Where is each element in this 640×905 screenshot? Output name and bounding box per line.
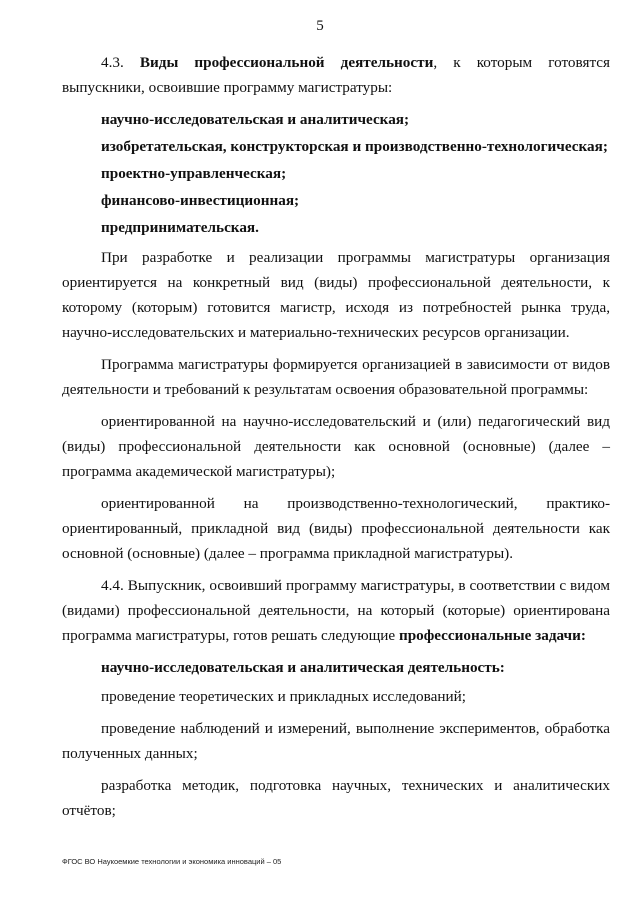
document-body bbox=[62, 50, 610, 825]
list-item: научно-исследовательская и аналитическая; bbox=[101, 111, 410, 128]
task-item: разработка методик, подготовка научных, технических и аналитических отчётов; bbox=[62, 777, 610, 819]
list-item: предпринимательская. bbox=[101, 219, 259, 236]
task-item: проведение теоретических и прикладных исследований; bbox=[101, 688, 466, 705]
list-item: проектно-управленческая; bbox=[101, 165, 287, 182]
section-4-4-intro bbox=[62, 573, 610, 650]
page-number: 5 bbox=[316, 18, 324, 34]
paragraph: При разработке и реализации программы магистратуры организация ориентируется на конкретный вид (виды) профессиональной деятельности, к которому (которым) готовится магистр, исходя из потребностей рынка труда, научно-исследовательских и материально-технических ресурсов организации. bbox=[62, 249, 610, 341]
section-4-4-text: 4.4. Выпускник, освоивший программу магистратуры, в соответствии с видом (видами) профессиональной деятельности, на который (которые) ориентирована программа магистратуры, готов решать следующие bbox=[62, 577, 610, 644]
section-number: 4.3. bbox=[101, 54, 124, 71]
section-title-bold: Виды профессиональной деятельности bbox=[139, 54, 434, 71]
paragraph: ориентированной на научно-исследовательский и (или) педагогический вид (виды) профессиональной деятельности как основной (основные) (далее – программа академической магистратуры); bbox=[62, 413, 610, 480]
section-title-rest: , к которым готовятся выпускники, освоившие программу магистратуры: bbox=[62, 54, 610, 96]
section-4-3-heading bbox=[62, 50, 610, 102]
list-item: финансово-инвестиционная; bbox=[101, 192, 300, 209]
section-4-4-bold: профессиональные задачи: bbox=[398, 627, 586, 644]
paragraph: Программа магистратуры формируется организацией в зависимости от видов деятельности и требований к результатам освоения образовательной программы: bbox=[62, 356, 610, 398]
subheading: научно-исследовательская и аналитическая деятельность: bbox=[101, 659, 505, 676]
page-footer: ФГОС ВО Наукоемкие технологии и экономика инноваций – 05 bbox=[62, 857, 282, 866]
paragraph: ориентированной на производственно-технологический, практико-ориентированный, прикладной вид (виды) профессиональной деятельности как основной (основные) (далее – программа прикладной магистратуры). bbox=[62, 495, 610, 562]
task-item: проведение наблюдений и измерений, выполнение экспериментов, обработка полученных данных; bbox=[62, 720, 610, 762]
list-item: изобретательская, конструкторская и производственно-технологическая; bbox=[101, 138, 608, 155]
